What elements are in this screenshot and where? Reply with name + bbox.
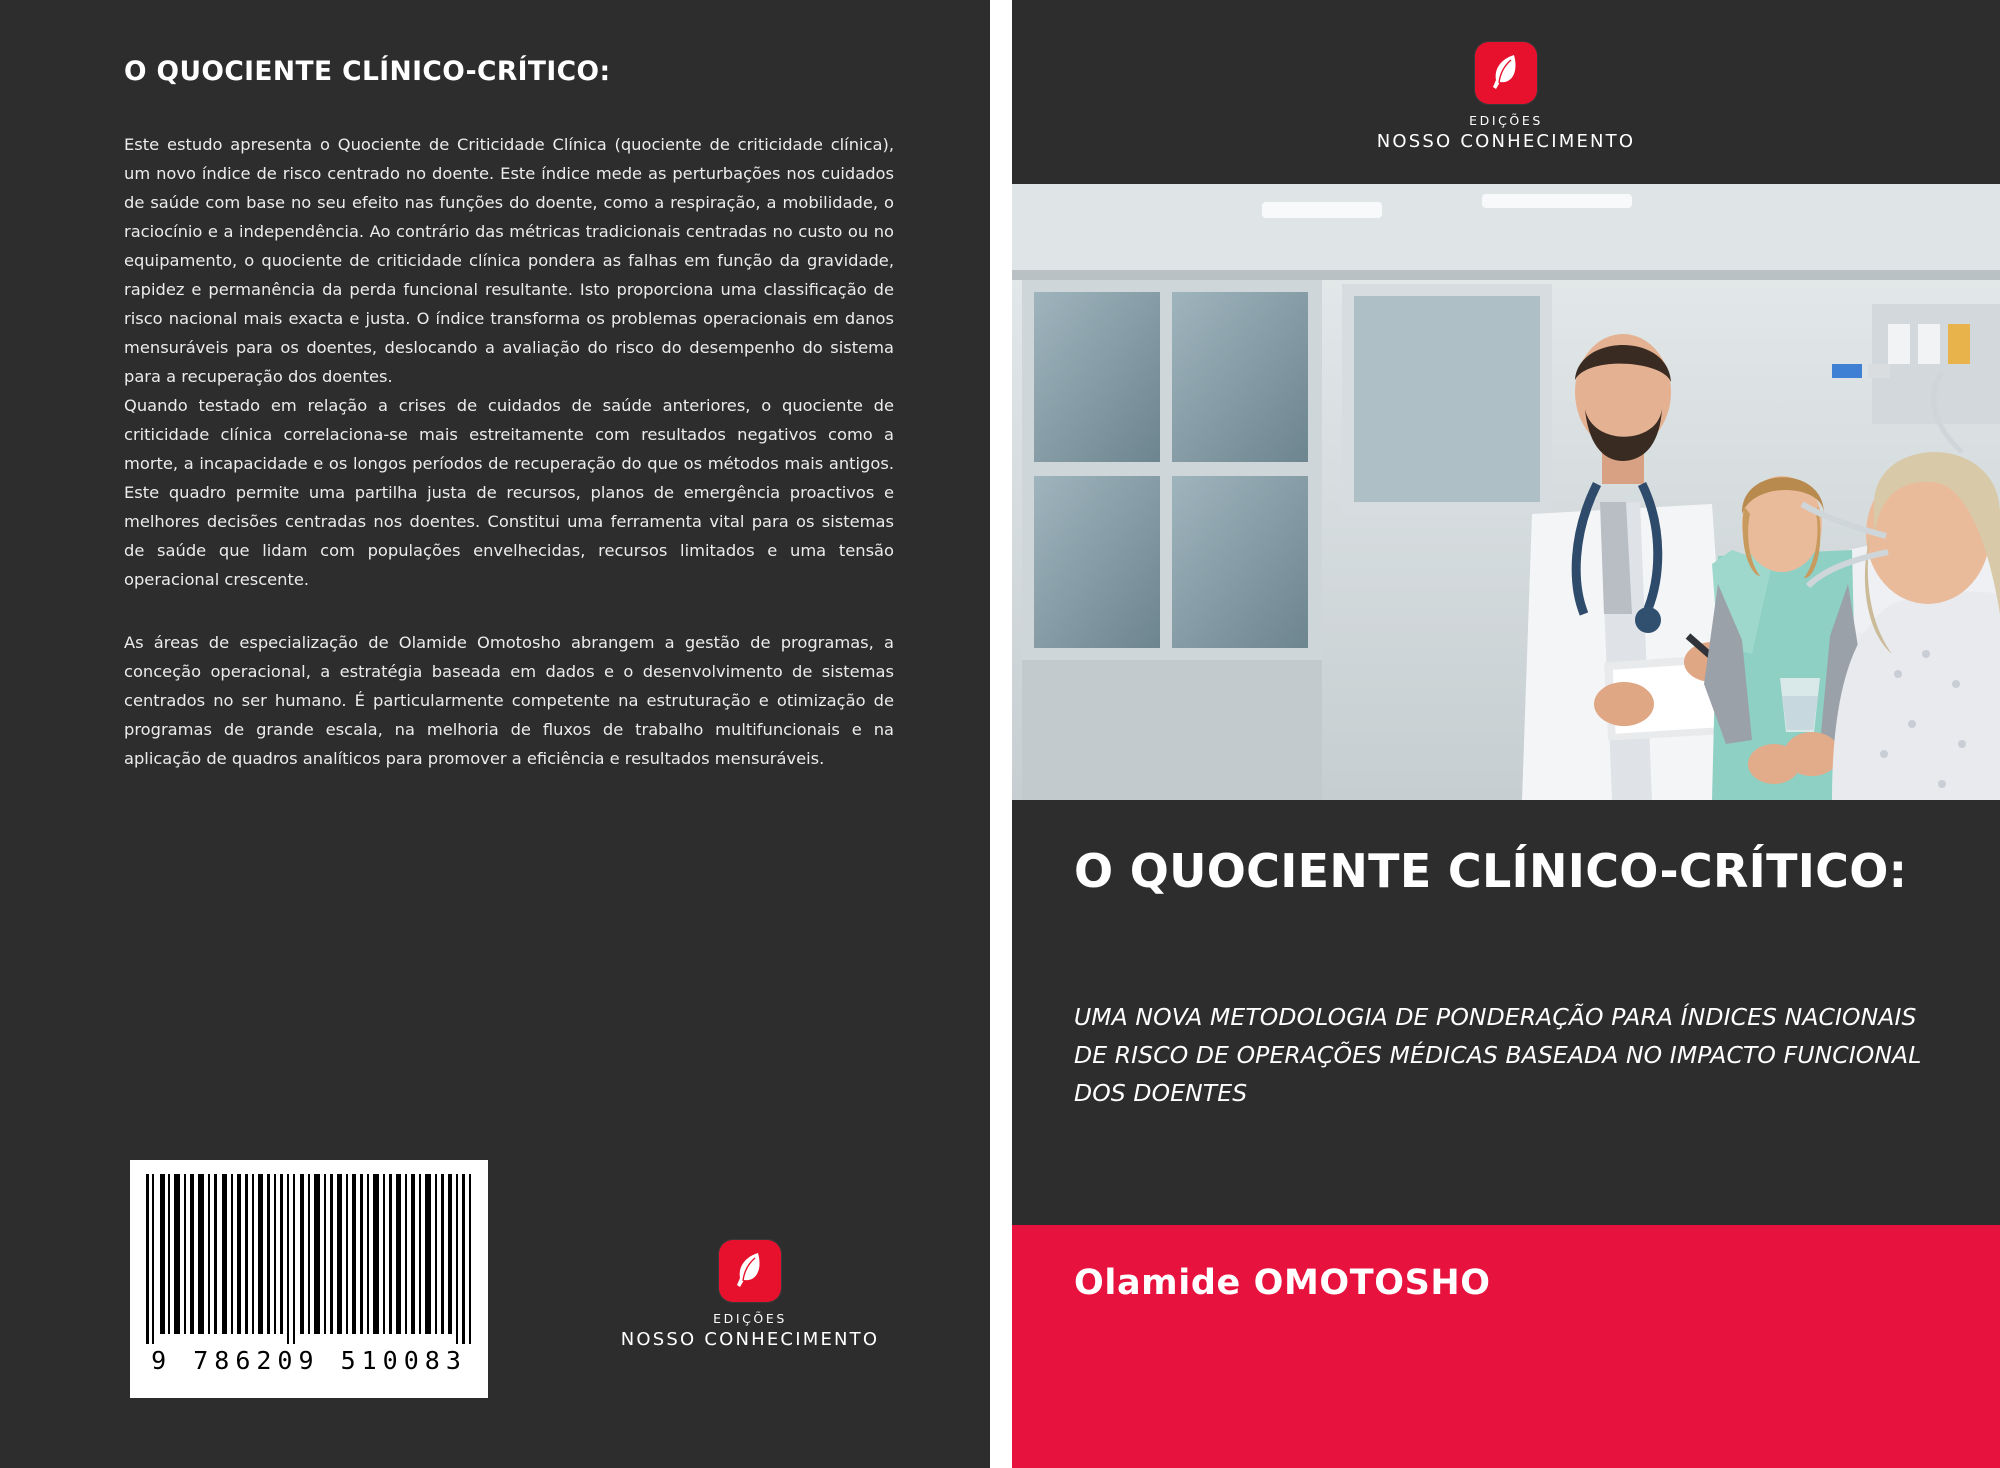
back-paragraph-2: Quando testado em relação a crises de cuidados de saúde anteriores, o quociente de criticidade clínica correlaciona-se mais estreitamente com resultados negativos como a morte, a incapacidade e os longos períodos de recuperação do que os métodos mais antigos. Este quadro permite uma partilha justa de recursos, planos de emergência proactivos e melhores decisões centradas nos doentes. Constitui uma ferramenta vital para os sistemas de saúde que lidam com populações envelhecidas, recursos limitados e uma tensão operacional crescente. <box>124 396 894 589</box>
publisher-line-2: NOSSO CONHECIMENTO <box>620 1329 880 1350</box>
feather-icon <box>1475 42 1537 104</box>
barcode <box>130 1160 488 1398</box>
back-cover-description <box>124 130 894 773</box>
front-cover-title: O QUOCIENTE CLÍNICO-CRÍTICO: <box>1074 844 1908 898</box>
author-band <box>1012 1225 2000 1468</box>
feather-glyph-icon <box>733 1251 767 1291</box>
book-spine <box>990 0 1012 1468</box>
front-cover-panel <box>1012 0 2000 1468</box>
front-cover-header <box>1012 0 2000 184</box>
publisher-line-1: EDIÇÕES <box>1469 113 1543 128</box>
publisher-logo-back <box>620 1240 880 1350</box>
publisher-logo-front <box>1012 42 2000 152</box>
feather-glyph-icon <box>1489 53 1523 93</box>
publisher-line-2: NOSSO CONHECIMENTO <box>1376 131 1636 152</box>
author-name: Olamide OMOTOSHO <box>1074 1263 1491 1303</box>
barcode-bars-icon <box>142 1174 476 1344</box>
barcode-number: 9 786209 510083 <box>151 1346 467 1375</box>
back-cover-panel <box>0 0 990 1468</box>
cover-photo <box>1012 184 2000 800</box>
back-cover-title: O QUOCIENTE CLÍNICO-CRÍTICO: <box>124 56 611 87</box>
front-cover-text-block <box>1012 800 2000 1260</box>
publisher-line-1: EDIÇÕES <box>713 1311 787 1326</box>
back-paragraph-1: Este estudo apresenta o Quociente de Criticidade Clínica (quociente de criticidade clínica), um novo índice de risco centrado no doente. Este índice mede as perturbações nos cuidados de saúde com base no seu efeito nas funções do doente, como a respiração, a mobilidade, o raciocínio e a independência. Ao contrário das métricas tradicionais centradas no custo ou no equipamento, o quociente de criticidade clínica pondera as falhas em função da gravidade, rapidez e permanência da perda funcional resultante. Isto proporciona uma classificação de risco nacional mais exacta e justa. O índice transforma os problemas operacionais em danos mensuráveis para os doentes, deslocando a avaliação do risco do desempenho do sistema para a recuperação dos doentes. <box>124 135 894 386</box>
feather-icon <box>719 1240 781 1302</box>
back-paragraph-3: As áreas de especialização de Olamide Omotosho abrangem a gestão de programas, a conceção operacional, a estratégia baseada em dados e o desenvolvimento de sistemas centrados no ser humano. É particularmente competente na estruturação e otimização de programas de grande escala, na melhoria de fluxos de trabalho multifuncionais e na aplicação de quadros analíticos para promover a eficiência e resultados mensuráveis. <box>124 633 894 768</box>
front-cover-subtitle: UMA NOVA METODOLOGIA DE PONDERAÇÃO PARA ÍNDICES NACIONAIS DE RISCO DE OPERAÇÕES MÉDICAS BASEADA NO IMPACTO FUNCIONAL DOS DOENTES <box>1074 1003 1922 1108</box>
hospital-room-illustration-icon <box>1012 184 2000 800</box>
